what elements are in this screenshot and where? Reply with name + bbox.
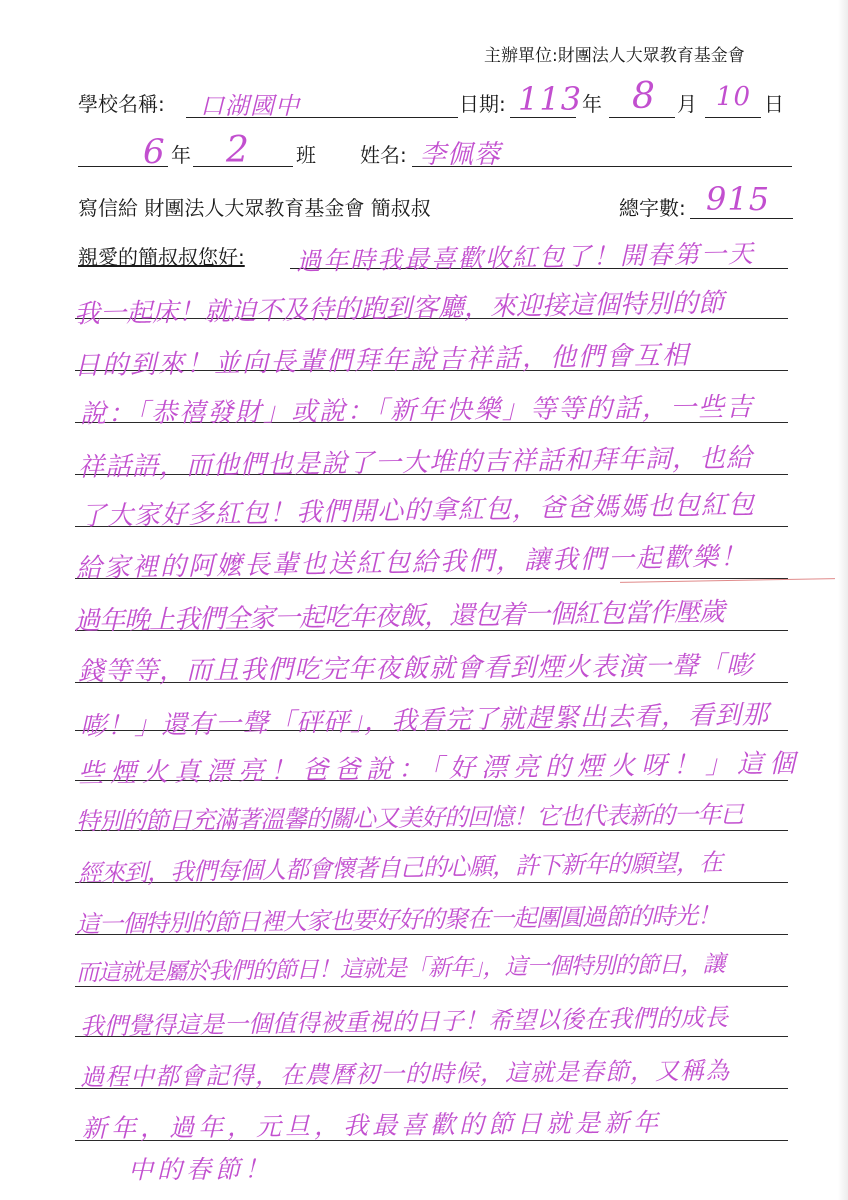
school-label: 學校名稱: [78, 92, 165, 116]
year-label: 年 [582, 92, 602, 116]
recipient-line: 寫信給 財團法人大眾教育基金會 簡叔叔 [78, 196, 431, 220]
date-label: 日期: [459, 92, 506, 116]
class-label: 班 [296, 143, 316, 167]
body-line-6: 了大家好多紅包！我們開心的拿紅包，爸爸媽媽也包紅包 [79, 490, 756, 532]
body-line-9: 錢等等，而且我們吃完年夜飯就會看到煙火表演一聲「嘭 [77, 651, 754, 687]
grade-label: 年 [171, 143, 191, 167]
body-line-14: 這一個特別的節日裡大家也要好好的聚在一起團圓過節的時光！ [75, 901, 721, 939]
body-line-18: 新年，過年，元旦，我最喜歡的節日就是新年 [81, 1107, 663, 1144]
grade-value: 6 [143, 132, 166, 172]
body-line-10: 嘭！」還有一聲「砰砰」，我看完了就趕緊出去看，看到那 [79, 699, 770, 743]
day-label: 日 [764, 92, 784, 116]
month-underline [609, 117, 675, 118]
page-binding-shadow [838, 0, 848, 1200]
month-label: 月 [677, 92, 697, 116]
body-line-12: 特別的節日充滿著溫馨的關心又美好的回憶！它也代表新的一年已 [75, 800, 744, 836]
body-line-4: 說：「恭禧發財」或說：「新年快樂」等等的話，一些吉 [79, 392, 755, 430]
date-day: 10 [716, 82, 752, 112]
day-underline [705, 117, 761, 118]
body-line-15: 而這就是屬於我們的節日！這就是「新年」，這一個特別的節日，讓 [75, 951, 725, 987]
word-count-label: 總字數: [619, 196, 686, 220]
school-name: 口湖國中 [200, 92, 300, 120]
body-line-3: 日的到來！並向長輩們拜年說吉祥話，他們會互相 [73, 340, 691, 382]
body-line-1: 過年時我最喜歡收紅包了！開春第一天 [295, 238, 756, 277]
organizer-label: 主辦單位:財團法人大眾教育基金會 [484, 46, 745, 66]
body-line-13: 經來到，我們每個人都會懷著自己的心願，許下新年的願望，在 [77, 848, 723, 888]
body-line-11: 些煙火真漂亮！爸爸說：「好漂亮的煙火呀！」這個 [77, 748, 802, 790]
word-count-underline [690, 218, 793, 219]
name-label: 姓名: [360, 143, 407, 167]
class-value: 2 [226, 130, 250, 171]
body-line-8: 過年晚上我們全家一起吃年夜飯，還包着一個紅包當作壓歲 [73, 597, 725, 637]
body-line-17: 過程中都會記得，在農曆初一的時候，這就是春節，又稱為 [79, 1056, 731, 1092]
date-month: 8 [632, 76, 656, 117]
date-year: 113 [518, 80, 583, 118]
body-line-16: 我們覺得這是一個值得被重視的日子！希望以後在我們的成長 [79, 1003, 729, 1041]
salutation: 親愛的簡叔叔您好: [78, 245, 245, 269]
body-line-7: 給家裡的阿嬤長輩也送紅包給我們，讓我們一起歡樂！ [75, 542, 749, 584]
ruled-line-15 [75, 986, 788, 987]
student-name: 李佩蓉 [420, 140, 502, 170]
body-line-19: 中的春節！ [127, 1154, 274, 1185]
body-line-5: 祥話語，而他們也是說了一大堆的吉祥話和拜年詞，也給 [77, 443, 754, 483]
word-count-value: 915 [706, 180, 771, 218]
body-line-2: 我一起床！就迫不及待的跑到客廳，來迎接這個特別的節 [73, 288, 725, 330]
